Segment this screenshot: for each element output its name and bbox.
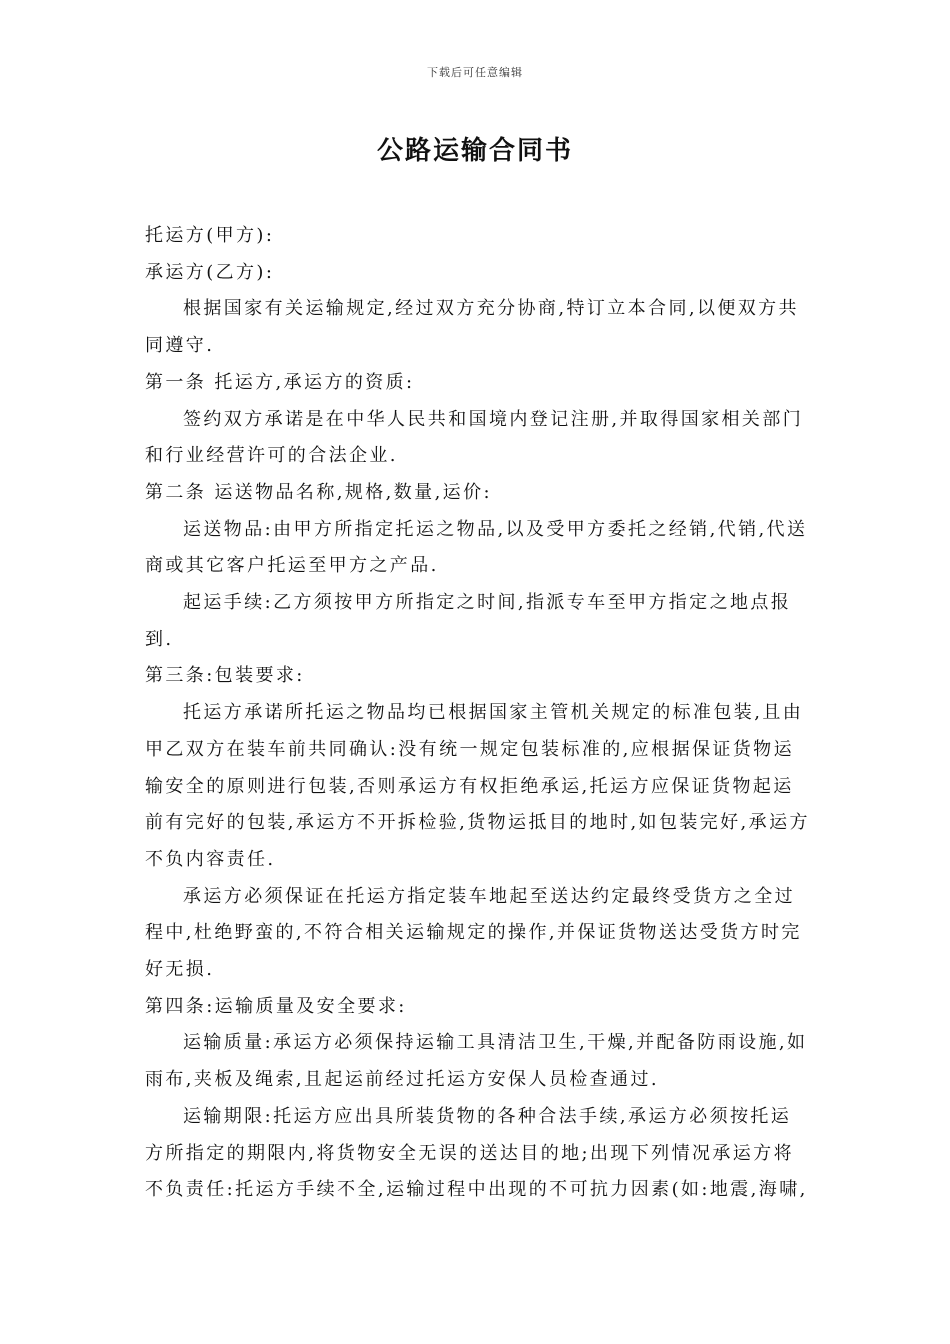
article-2-heading: 第二条 运送物品名称,规格,数量,运价: [145, 481, 492, 503]
article-3-paragraph-packaging: 托运方承诺所托运之物品均已根据国家主管机关规定的标准包装,且由甲乙双方在装车前共同确认:没有统一规定包装标准的,应根据保证货物运输安全的原则进行包装,否则承运方有权拒绝承运,托运方应保证货物起运前有完好的包装,承运方不开拆检验,货物运抵目的地时,如包装完好,承运方不负内容责任. [145, 702, 810, 870]
article-4-heading: 第四条:运输质量及安全要求: [145, 995, 407, 1017]
article-3-heading: 第三条:包装要求: [145, 665, 305, 687]
article-2-paragraph-goods: 运送物品:由甲方所指定托运之物品,以及受甲方委托之经销,代销,代送商或其它客户托运至甲方之产品. [145, 518, 808, 577]
preamble-paragraph: 根据国家有关运输规定,经过双方充分协商,特订立本合同,以便双方共同遵守. [145, 298, 799, 357]
party-a-line: 托运方(甲方): [145, 225, 275, 246]
document-body [145, 218, 810, 1209]
header-note: 下载后可任意编辑 [427, 66, 523, 79]
article-4-paragraph-period: 运输期限:托运方应出具所装货物的各种合法手续,承运方必须按托运方所指定的期限内,将货物安全无误的送达目的地;出现下列情况承运方将不负责任:托运方手续不全,运输过程中出现的不可抗力因素(如:地震,海啸, [145, 1105, 808, 1201]
article-3-paragraph-handling: 承运方必须保证在托运方指定装车地起至送达约定最终受货方之全过程中,杜绝野蛮的,不符合相关运输规定的操作,并保证货物送达受货方时完好无损. [145, 885, 802, 981]
article-2-paragraph-procedure: 起运手续:乙方须按甲方所指定之时间,指派专车至甲方指定之地点报到. [145, 592, 792, 650]
article-4-paragraph-quality: 运输质量:承运方必须保持运输工具清洁卫生,干燥,并配备防雨设施,如雨布,夹板及绳索,且起运前经过托运方安保人员检查通过. [145, 1032, 808, 1091]
party-b-line: 承运方(乙方): [145, 261, 275, 283]
article-1-paragraph: 签约双方承诺是在中华人民共和国境内登记注册,并取得国家相关部门和行业经营许可的合法企业. [145, 408, 804, 467]
document-title: 公路运输合同书 [376, 136, 573, 166]
article-1-heading: 第一条 托运方,承运方的资质: [145, 371, 415, 393]
